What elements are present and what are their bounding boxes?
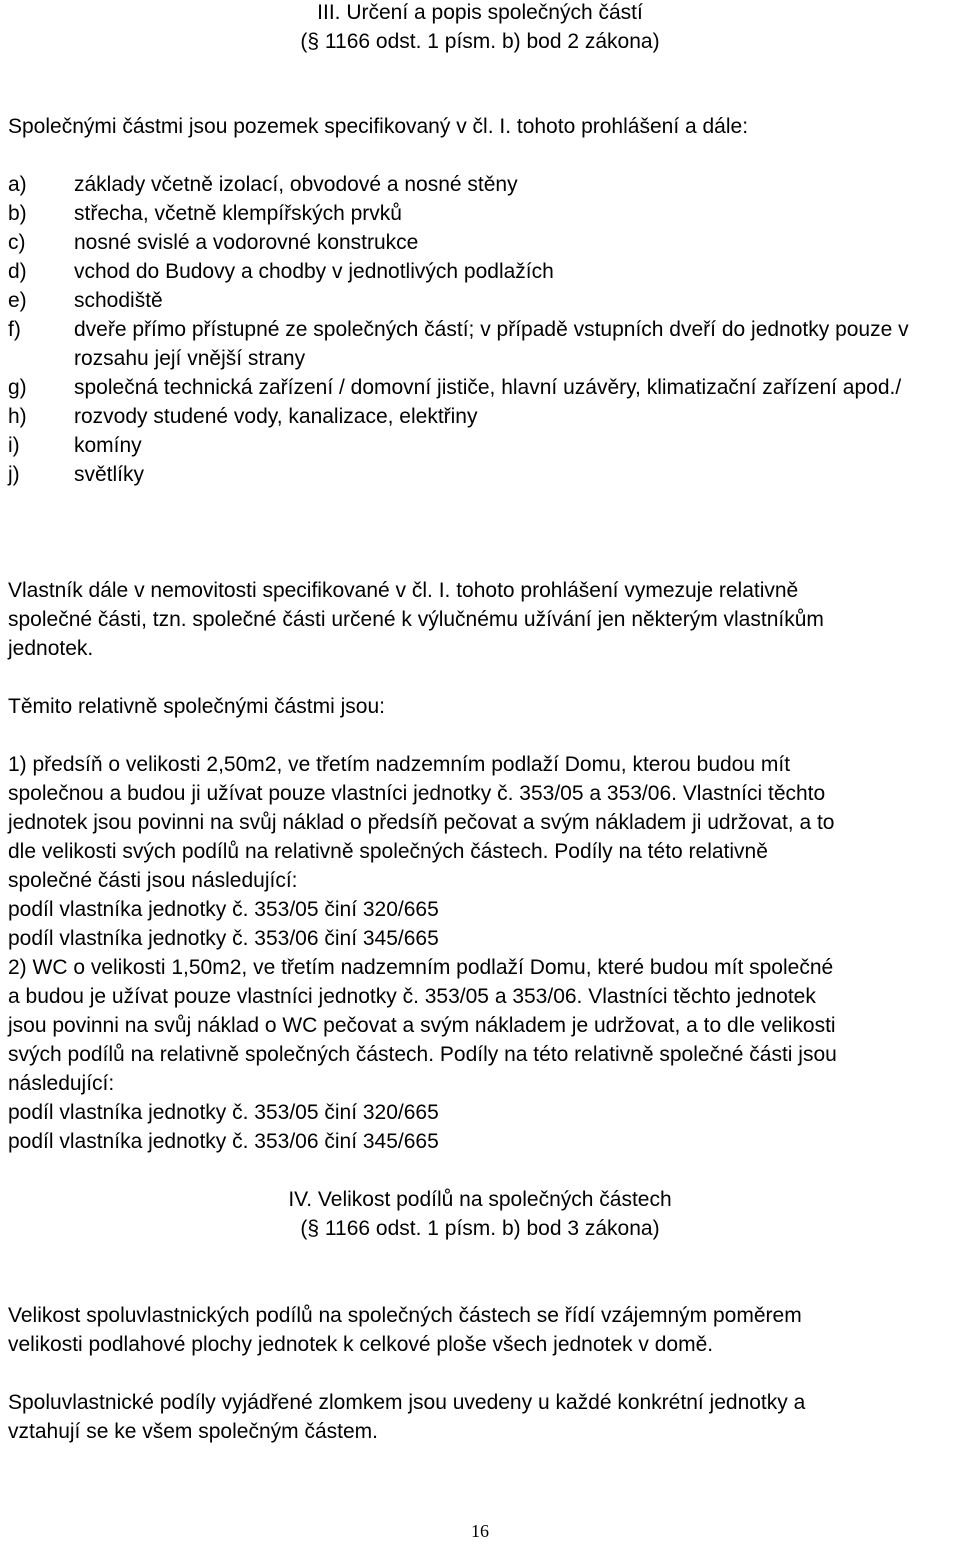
item2-line: a budou je užívat pouze vlastníci jednotky č. 353/05 a 353/06. Vlastníci těchto jednotek [8, 985, 816, 1008]
item1-share: podíl vlastníka jednotky č. 353/06 činí 345/665 [8, 927, 439, 950]
list-item-key: b) [8, 202, 27, 225]
list-item-key: h) [8, 405, 27, 428]
relative-para-line: jednotek. [8, 637, 94, 660]
list-item-text: komíny [74, 434, 142, 457]
item1-line: jednotek jsou povinni na svůj náklad o předsíň pečovat a svým nákladem ji udržovat, a to [8, 811, 835, 834]
list-item-text: schodiště [74, 289, 163, 312]
list-item [8, 402, 960, 431]
item2-line: 2) WC o velikosti 1,50m2, ve třetím nadzemním podlaží Domu, které budou mít společné [8, 956, 834, 979]
item2-line: jsou povinni na svůj náklad o WC pečovat a svým nákladem je udržovat, a to dle velikosti [8, 1014, 836, 1037]
list-item-text: nosné svislé a vodorovné konstrukce [74, 231, 419, 254]
item2-share: podíl vlastníka jednotky č. 353/06 činí 345/665 [8, 1130, 439, 1153]
list-item-text: vchod do Budovy a chodby v jednotlivých podlažích [74, 260, 554, 283]
common-parts-list [8, 170, 960, 489]
list-item [8, 286, 960, 315]
shares-para-line: Velikost spoluvlastnických podílů na společných částech se řídí vzájemným poměrem [8, 1304, 802, 1327]
item2-share: podíl vlastníka jednotky č. 353/05 činí 320/665 [8, 1101, 439, 1124]
relative-para-line: společné části, tzn. společné části určené k výlučnému užívání jen některým vlastníkům [8, 608, 824, 631]
list-item-key: g) [8, 376, 27, 399]
item1-line: 1) předsíň o velikosti 2,50m2, ve třetím nadzemním podlaží Domu, kterou budou mít [8, 753, 791, 776]
list-item-text: rozvody studené vody, kanalizace, elektřiny [74, 405, 478, 428]
item1-line: dle velikosti svých podílů na relativně společných částech. Podíly na této relativně [8, 840, 768, 863]
list-item [8, 460, 960, 489]
list-item-text: společná technická zařízení / domovní jističe, hlavní uzávěry, klimatizační zařízení apod./ [74, 376, 902, 399]
section-subtitle: (§ 1166 odst. 1 písm. b) bod 3 zákona) [300, 1217, 660, 1240]
list-item [8, 373, 960, 402]
section-title: IV. Velikost podílů na společných částech [288, 1188, 672, 1211]
fraction-para-line: Spoluvlastnické podíly vyjádřené zlomkem jsou uvedeny u každé konkrétní jednotky a [8, 1391, 806, 1414]
page-number: 16 [471, 1521, 489, 1541]
list-item [8, 431, 960, 460]
list-item [8, 257, 960, 286]
item1-line: společnou a budou ji užívat pouze vlastníci jednotky č. 353/05 a 353/06. Vlastníci těchto [8, 782, 826, 805]
intro-text: Společnými částmi jsou pozemek specifikovaný v čl. I. tohoto prohlášení a dále: [8, 115, 749, 138]
relative-para-line: Vlastník dále v nemovitosti specifikované v čl. I. tohoto prohlášení vymezuje relativně [8, 579, 799, 602]
list-item-key: d) [8, 260, 27, 283]
relative-heading: Těmito relativně společnými částmi jsou: [8, 695, 385, 718]
list-item-key: a) [8, 173, 27, 196]
list-item-key: e) [8, 289, 27, 312]
fraction-para-line: vztahují se ke všem společným částem. [8, 1420, 378, 1443]
list-item [8, 315, 960, 373]
item1-line: společné části jsou následující: [8, 869, 298, 892]
section-subtitle: (§ 1166 odst. 1 písm. b) bod 2 zákona) [300, 30, 660, 53]
list-item [8, 170, 960, 199]
shares-para-line: velikosti podlahové plochy jednotek k celkové ploše všech jednotek v domě. [8, 1333, 714, 1356]
item1-share: podíl vlastníka jednotky č. 353/05 činí 320/665 [8, 898, 439, 921]
list-item-key: c) [8, 231, 26, 254]
list-item-text: dveře přímo přístupné ze společných částí; v případě vstupních dveří do jednotky pouze v rozsahu její vnější strany [74, 318, 909, 370]
list-item [8, 228, 960, 257]
item2-line: následující: [8, 1072, 115, 1095]
list-item-text: základy včetně izolací, obvodové a nosné stěny [74, 173, 518, 196]
list-item [8, 199, 960, 228]
list-item-key: i) [8, 434, 20, 457]
list-item-key: j) [8, 463, 20, 486]
section-title: III. Určení a popis společných částí [317, 1, 643, 24]
list-item-key: f) [8, 318, 21, 341]
item2-line: svých podílů na relativně společných částech. Podíly na této relativně společné části jsou [8, 1043, 837, 1066]
list-item-text: světlíky [74, 463, 145, 486]
list-item-text: střecha, včetně klempířských prvků [74, 202, 402, 225]
